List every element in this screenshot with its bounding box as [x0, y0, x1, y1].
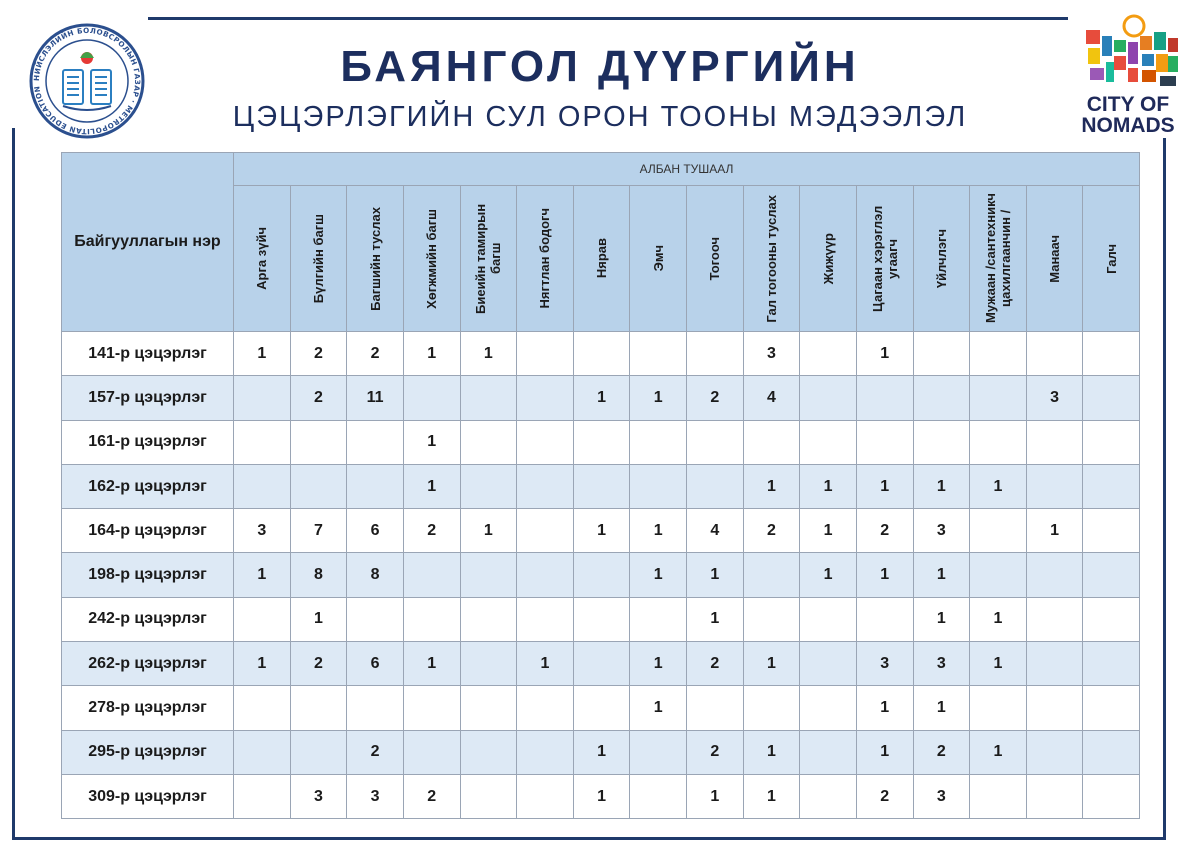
vacancy-count-cell: [970, 332, 1027, 376]
kindergarten-name-cell: 278-р цэцэрлэг: [62, 686, 234, 730]
vacancy-count-cell: 1: [460, 509, 517, 553]
vacancy-count-cell: 2: [687, 730, 744, 774]
vacancy-count-cell: 1: [630, 686, 687, 730]
vacancy-count-cell: [403, 376, 460, 420]
vacancy-count-cell: 1: [856, 464, 913, 508]
vacancy-count-cell: [913, 332, 970, 376]
vacancy-count-cell: [517, 509, 574, 553]
position-header-label: Мужаан /сантехникч цахилгаанчин /: [982, 193, 1013, 324]
vacancy-count-cell: [460, 597, 517, 641]
vacancy-count-cell: 1: [856, 686, 913, 730]
kindergarten-name-cell: 141-р цэцэрлэг: [62, 332, 234, 376]
vacancy-count-cell: [403, 730, 460, 774]
table-row: [62, 686, 1140, 730]
vacancy-count-cell: [234, 686, 291, 730]
vacancy-count-cell: 1: [913, 464, 970, 508]
kindergarten-name-cell: 242-р цэцэрлэг: [62, 597, 234, 641]
table-row: [62, 464, 1140, 508]
vacancy-count-cell: 1: [517, 642, 574, 686]
city-of-nomads-wordmark: CITY OF NOMADS: [1081, 93, 1175, 137]
vacancy-count-cell: 7: [290, 509, 347, 553]
vacancy-count-cell: [970, 774, 1027, 818]
vacancy-count-cell: 1: [913, 553, 970, 597]
vacancy-count-cell: [913, 420, 970, 464]
table-row: [62, 553, 1140, 597]
vacancy-count-cell: 2: [913, 730, 970, 774]
vacancy-count-cell: 2: [290, 332, 347, 376]
vacancy-count-cell: [234, 464, 291, 508]
page-title: БАЯНГОЛ ДҮҮРГИЙН: [340, 42, 860, 91]
vacancy-count-cell: [573, 597, 630, 641]
vacancy-count-cell: 2: [687, 642, 744, 686]
vacancy-count-cell: [800, 686, 857, 730]
vacancy-count-cell: 1: [573, 376, 630, 420]
vacancy-count-cell: [970, 553, 1027, 597]
vacancy-count-cell: [970, 420, 1027, 464]
vacancy-count-cell: [517, 774, 574, 818]
vacancy-count-cell: [970, 686, 1027, 730]
vacancy-count-cell: [743, 420, 800, 464]
vacancy-count-cell: 1: [687, 774, 744, 818]
vacancy-count-cell: [234, 774, 291, 818]
position-header-label: Жижүүр: [820, 232, 836, 285]
vacancy-count-cell: [517, 464, 574, 508]
vacancy-count-cell: 3: [290, 774, 347, 818]
vacancy-count-cell: [1083, 332, 1140, 376]
vacancy-count-cell: [630, 597, 687, 641]
position-header-label: Хөгжмийн багш: [424, 208, 440, 309]
table-row: [62, 420, 1140, 464]
vacancy-count-cell: [1026, 686, 1083, 730]
vacancy-count-cell: [347, 420, 404, 464]
vacancy-count-cell: [460, 774, 517, 818]
vacancy-count-cell: 6: [347, 642, 404, 686]
vacancy-count-cell: 3: [856, 642, 913, 686]
vacancy-count-cell: [1083, 730, 1140, 774]
vacancy-count-cell: [290, 730, 347, 774]
vacancy-table: [61, 152, 1140, 819]
vacancy-count-cell: [800, 774, 857, 818]
vacancy-count-cell: [234, 376, 291, 420]
vacancy-count-cell: [856, 420, 913, 464]
vacancy-count-cell: 2: [856, 509, 913, 553]
vacancy-count-cell: 1: [856, 553, 913, 597]
vacancy-count-cell: [630, 774, 687, 818]
vacancy-count-cell: 1: [290, 597, 347, 641]
kindergarten-name-cell: 161-р цэцэрлэг: [62, 420, 234, 464]
vacancy-count-cell: [1026, 730, 1083, 774]
vacancy-count-cell: [1083, 774, 1140, 818]
vacancy-count-cell: 8: [290, 553, 347, 597]
svg-text:НИЙСЛЭЛИЙН БОЛОВСРОЛЫН ГАЗАР ·: НИЙСЛЭЛИЙН БОЛОВСРОЛЫН ГАЗАР · METROPOLITAN EDUCATION: [31, 25, 143, 137]
vacancy-count-cell: 2: [403, 509, 460, 553]
vacancy-count-cell: 1: [970, 464, 1027, 508]
vacancy-count-cell: 1: [743, 730, 800, 774]
position-header-label: Эмч: [650, 245, 666, 272]
position-header: [913, 186, 970, 332]
vacancy-count-cell: 1: [856, 730, 913, 774]
vacancy-count-cell: 8: [347, 553, 404, 597]
vacancy-count-cell: 1: [743, 464, 800, 508]
kindergarten-name-cell: 295-р цэцэрлэг: [62, 730, 234, 774]
position-header: [630, 186, 687, 332]
vacancy-count-cell: 1: [403, 464, 460, 508]
position-header-label: Биеийн тамирын багш: [473, 203, 504, 314]
vacancy-count-cell: 6: [347, 509, 404, 553]
education-department-logo: [28, 22, 146, 140]
vacancy-count-cell: [1083, 553, 1140, 597]
vacancy-count-cell: 1: [573, 774, 630, 818]
vacancy-count-cell: 1: [800, 509, 857, 553]
vacancy-count-cell: [1083, 597, 1140, 641]
vacancy-count-cell: [800, 730, 857, 774]
vacancy-count-cell: [517, 332, 574, 376]
position-header: [573, 186, 630, 332]
table-row: [62, 597, 1140, 641]
vacancy-count-cell: 3: [913, 774, 970, 818]
position-header-label: Үйлчлэгч: [933, 228, 949, 289]
vacancy-count-cell: [1026, 420, 1083, 464]
kindergarten-name-cell: 157-р цэцэрлэг: [62, 376, 234, 420]
vacancy-count-cell: 1: [403, 420, 460, 464]
vacancy-count-cell: [1026, 774, 1083, 818]
vacancy-count-cell: 1: [970, 597, 1027, 641]
vacancy-count-cell: 1: [630, 553, 687, 597]
vacancy-count-cell: [800, 642, 857, 686]
position-header-label: Гал тогооны туслах: [763, 194, 779, 323]
vacancy-count-cell: [743, 553, 800, 597]
vacancy-count-cell: 1: [403, 642, 460, 686]
vacancy-count-cell: [517, 597, 574, 641]
vacancy-count-cell: [1026, 597, 1083, 641]
position-header-label: Галч: [1103, 243, 1119, 274]
vacancy-count-cell: 2: [743, 509, 800, 553]
vacancy-count-cell: [630, 464, 687, 508]
vacancy-count-cell: 1: [913, 686, 970, 730]
vacancy-count-cell: 4: [743, 376, 800, 420]
position-header-label: Багшийн туслах: [367, 206, 383, 311]
vacancy-count-cell: [1083, 376, 1140, 420]
vacancy-count-cell: 3: [743, 332, 800, 376]
vacancy-count-cell: 1: [234, 553, 291, 597]
position-header: [970, 186, 1027, 332]
kindergarten-name-cell: 162-р цэцэрлэг: [62, 464, 234, 508]
position-header-label: Бүлгийн багш: [310, 213, 326, 304]
vacancy-count-cell: 1: [913, 597, 970, 641]
vacancy-count-cell: [800, 597, 857, 641]
vacancy-count-cell: [800, 420, 857, 464]
vacancy-count-cell: [290, 686, 347, 730]
vacancy-count-cell: [1026, 642, 1083, 686]
position-header: [856, 186, 913, 332]
vacancy-count-cell: 2: [290, 376, 347, 420]
position-header-label: Цагаан хэрэглэл угаагч: [869, 205, 900, 312]
vacancy-count-cell: 2: [856, 774, 913, 818]
vacancy-count-cell: 3: [347, 774, 404, 818]
table-row: [62, 376, 1140, 420]
vacancy-count-cell: 1: [687, 597, 744, 641]
frame-left-line: [12, 128, 15, 840]
vacancy-count-cell: [460, 686, 517, 730]
position-header: [800, 186, 857, 332]
kindergarten-name-cell: 262-р цэцэрлэг: [62, 642, 234, 686]
vacancy-count-cell: [573, 686, 630, 730]
vacancy-count-cell: [1083, 420, 1140, 464]
position-header: [234, 186, 291, 332]
vacancy-count-cell: [347, 597, 404, 641]
page-subtitle: ЦЭЦЭРЛЭГИЙН СУЛ ОРОН ТООНЫ МЭДЭЭЛЭЛ: [232, 101, 968, 133]
vacancy-count-cell: [573, 553, 630, 597]
vacancy-count-cell: 1: [687, 553, 744, 597]
vacancy-count-cell: [234, 420, 291, 464]
vacancy-count-cell: 2: [290, 642, 347, 686]
position-header-label: Нярав: [594, 238, 610, 279]
vacancy-count-cell: 2: [347, 332, 404, 376]
vacancy-count-cell: 1: [970, 730, 1027, 774]
vacancy-count-cell: 1: [743, 774, 800, 818]
vacancy-count-cell: 1: [234, 642, 291, 686]
vacancy-count-cell: [517, 553, 574, 597]
vacancy-count-cell: 1: [573, 509, 630, 553]
vacancy-count-cell: [573, 464, 630, 508]
vacancy-count-cell: [347, 464, 404, 508]
vacancy-count-cell: 3: [1026, 376, 1083, 420]
position-header: [460, 186, 517, 332]
position-header: [517, 186, 574, 332]
table-row: [62, 642, 1140, 686]
vacancy-count-cell: [800, 376, 857, 420]
vacancy-count-cell: 3: [234, 509, 291, 553]
vacancy-count-cell: 1: [630, 376, 687, 420]
vacancy-count-cell: [630, 420, 687, 464]
vacancy-count-cell: 2: [403, 774, 460, 818]
vacancy-count-cell: [573, 332, 630, 376]
vacancy-count-cell: 1: [800, 553, 857, 597]
city-of-nomads-pattern-icon: [1080, 14, 1180, 92]
organization-name-header: Байгууллагын нэр: [62, 153, 234, 332]
position-header-label: Манаач: [1047, 234, 1063, 283]
vacancy-count-cell: 1: [743, 642, 800, 686]
vacancy-count-cell: [856, 597, 913, 641]
vacancy-count-cell: [290, 420, 347, 464]
kindergarten-name-cell: 164-р цэцэрлэг: [62, 509, 234, 553]
vacancy-count-cell: [687, 332, 744, 376]
vacancy-count-cell: [403, 597, 460, 641]
vacancy-count-cell: [234, 597, 291, 641]
vacancy-count-cell: [234, 730, 291, 774]
position-header: [687, 186, 744, 332]
vacancy-count-cell: [913, 376, 970, 420]
position-header: [347, 186, 404, 332]
vacancy-count-cell: [970, 376, 1027, 420]
vacancy-count-cell: [630, 730, 687, 774]
frame-right-line: [1163, 138, 1166, 840]
vacancy-count-cell: 1: [403, 332, 460, 376]
vacancy-count-cell: 1: [1026, 509, 1083, 553]
position-header-label: Нягтлан бодогч: [537, 208, 553, 309]
vacancy-count-cell: 1: [234, 332, 291, 376]
vacancy-count-cell: 1: [970, 642, 1027, 686]
vacancy-count-cell: [573, 420, 630, 464]
vacancy-count-cell: [290, 464, 347, 508]
vacancy-table-body: [62, 332, 1140, 819]
vacancy-count-cell: [460, 730, 517, 774]
vacancy-count-cell: 1: [573, 730, 630, 774]
vacancy-count-cell: [460, 553, 517, 597]
vacancy-count-cell: 1: [630, 642, 687, 686]
city-of-nomads-logo: [1076, 14, 1186, 140]
vacancy-count-cell: 1: [460, 332, 517, 376]
vacancy-count-cell: [687, 686, 744, 730]
vacancy-count-cell: [1026, 332, 1083, 376]
table-row: [62, 730, 1140, 774]
vacancy-count-cell: [1083, 686, 1140, 730]
vacancy-count-cell: 3: [913, 642, 970, 686]
vacancy-count-cell: 11: [347, 376, 404, 420]
position-header: [403, 186, 460, 332]
position-header-label: Тогооч: [707, 236, 723, 281]
position-group-header: АЛБАН ТУШААЛ: [234, 153, 1140, 186]
vacancy-count-cell: [630, 332, 687, 376]
vacancy-count-cell: [800, 332, 857, 376]
vacancy-count-cell: [403, 553, 460, 597]
frame-top-line: [148, 17, 1068, 20]
position-header-label: Арга зүйч: [254, 227, 270, 290]
vacancy-count-cell: [1083, 642, 1140, 686]
vacancy-count-cell: [1026, 464, 1083, 508]
vacancy-count-cell: [460, 642, 517, 686]
kindergarten-name-cell: 309-р цэцэрлэг: [62, 774, 234, 818]
vacancy-count-cell: 2: [347, 730, 404, 774]
vacancy-count-cell: [970, 509, 1027, 553]
table-row: [62, 509, 1140, 553]
vacancy-count-cell: [1026, 553, 1083, 597]
vacancy-count-cell: [856, 376, 913, 420]
vacancy-count-cell: [743, 686, 800, 730]
vacancy-count-cell: [1083, 509, 1140, 553]
vacancy-count-cell: [347, 686, 404, 730]
vacancy-count-cell: 4: [687, 509, 744, 553]
vacancy-count-cell: 1: [630, 509, 687, 553]
vacancy-count-cell: [517, 686, 574, 730]
vacancy-count-cell: [687, 420, 744, 464]
position-header: [290, 186, 347, 332]
vacancy-count-cell: 1: [856, 332, 913, 376]
vacancy-count-cell: [687, 464, 744, 508]
position-header: [743, 186, 800, 332]
vacancy-count-cell: [460, 376, 517, 420]
frame-bottom-line: [12, 837, 1166, 840]
vacancy-count-cell: [743, 597, 800, 641]
table-row: [62, 332, 1140, 376]
kindergarten-name-cell: 198-р цэцэрлэг: [62, 553, 234, 597]
vacancy-count-cell: 3: [913, 509, 970, 553]
vacancy-count-cell: [517, 730, 574, 774]
vacancy-count-cell: [517, 420, 574, 464]
vacancy-count-cell: 2: [687, 376, 744, 420]
vacancy-count-cell: [403, 686, 460, 730]
table-row: [62, 774, 1140, 818]
vacancy-count-cell: [517, 376, 574, 420]
vacancy-count-cell: 1: [800, 464, 857, 508]
vacancy-count-cell: [460, 464, 517, 508]
vacancy-count-cell: [1083, 464, 1140, 508]
vacancy-count-cell: [573, 642, 630, 686]
vacancy-count-cell: [460, 420, 517, 464]
position-header: [1083, 186, 1140, 332]
position-header: [1026, 186, 1083, 332]
